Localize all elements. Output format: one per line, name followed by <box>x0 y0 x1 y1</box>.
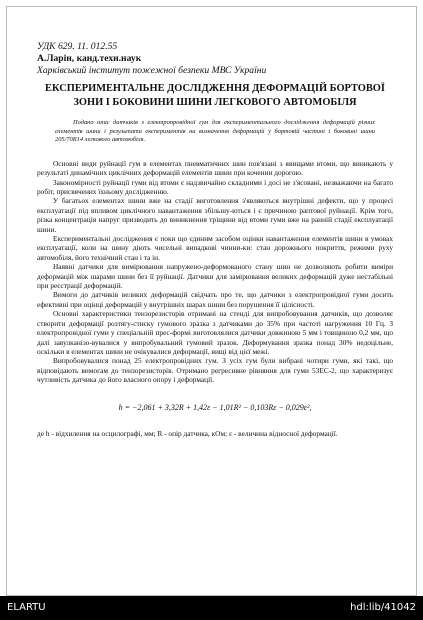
article-title: ЕКСПЕРИМЕНТАЛЬНЕ ДОСЛІДЖЕННЯ ДЕФОРМАЦІЙ БОРТОВОЇ ЗОНИ І БОКОВИНИ ШИНИ ЛЕГКОВОГО АВТОМОБІЛЯ <box>45 83 385 108</box>
article-body <box>37 159 393 385</box>
handle-identifier: hdl:lib/41042 <box>350 602 416 613</box>
formula-legend: де h - відхилення на осцилографі, мм; R - опір датчика, кОм; ε - величина відносної деформації. <box>37 428 338 438</box>
abstract: Подано опис датчиків з електропровідної гум для експериментального дослідження деформацій різних елементів шини і результати експериментів на визначення деформацій у бортовій частині і боковині шини 205/70R14 легкового автомобіля. <box>55 119 375 144</box>
body-paragraph: Основні характеристики тензорезисторів отримані на стенді для випробовування датчиків, що дозволяє створити деформації розтягу-стиску гумового зразка з датчиками до 35% при частоті нагруження 10 Гц. З електропровідної гуми у спеціальній прес-формі виготовлялися датчики довжиною 5 мм і товщиною 0,2 мм, що далі завулканізо-вувалися у випробувальний гумовий зразок. Деформування зразка понад 30% недоцільне, оскільки в елементах шини не очікувалися деформації, вищі від цієї межі. <box>37 309 393 356</box>
body-paragraph: Вимоги до датчиків великих деформацій свідчать про те, що датчики з електропровідної гуми досить ефективні при оцінці деформацій у внутрішніх шарах шини без порушення її цілісності. <box>37 290 393 309</box>
author-line: А.Ларін, канд.техн.наук <box>37 53 142 64</box>
document-page <box>6 6 417 596</box>
body-paragraph: У багатьох елементах шини вже на стадії виготовлення з'являються внутрішні дефекти, що у процесі експлуатації під впливом циклічного навантаження збільшу-ються і є причиною раптової руйнації. Крім того, різка концентрація напруг призводить до виникнення тріщини від втоми гуми вже на ранній стадії експлуатації шини. <box>37 196 393 234</box>
body-paragraph: Закономірності руйнації гуми від втоми є надзвичайно складними і досі не з'ясовані, незважаючи на багато робіт, присвячених їхньому дослідженню. <box>37 177 393 196</box>
repository-name: ELARTU <box>7 602 46 613</box>
body-paragraph: Випробовувалися понад 25 електропровідних гум. З усіх гум були вибрані чотири гуми, які такі, що відповідають вимогам до тензорезисторів. Отримано регресивне рівняння для гуми 53ЕС-2, що характеризує чутливість датчика до його власного опору і деформації. <box>37 356 393 385</box>
regression-formula: h = −2,061 + 3,32R + 1,42ε − 1,01R² − 0,103Rε − 0,029ε², <box>118 402 312 412</box>
body-paragraph: Експериментальні дослідження є поки що єдиним засобом оцінки навантаження елементів шини в умовах експлуатації, коли на шину діють чисельні випадкові чинни-ки: стан дорожнього покриття, режими руху автомобіля, його технічний стан і та ін. <box>37 234 393 262</box>
body-paragraph: Наявні датчики для вимірювання напружено-деформованого стану шин не дозволяють робити виміри деформацій між шарами шини без її руйнації. Датчики для замірювання великих деформацій дуже нестабільні при реєстрації деформацій. <box>37 262 393 291</box>
repository-footer-bar <box>0 596 423 620</box>
udc-code: УДК 629. 11. 012.55 <box>37 41 118 52</box>
page-content <box>37 41 393 438</box>
institution-line: Харківський інститут пожежної безпеки МВС України <box>37 65 267 76</box>
body-paragraph: Основні види руйнації гум в елементах пневматичних шин пов'язані з явищами втоми, що виникають у результаті динамічних циклічних деформацій елементів шини при кочении дорогою. <box>37 158 393 178</box>
